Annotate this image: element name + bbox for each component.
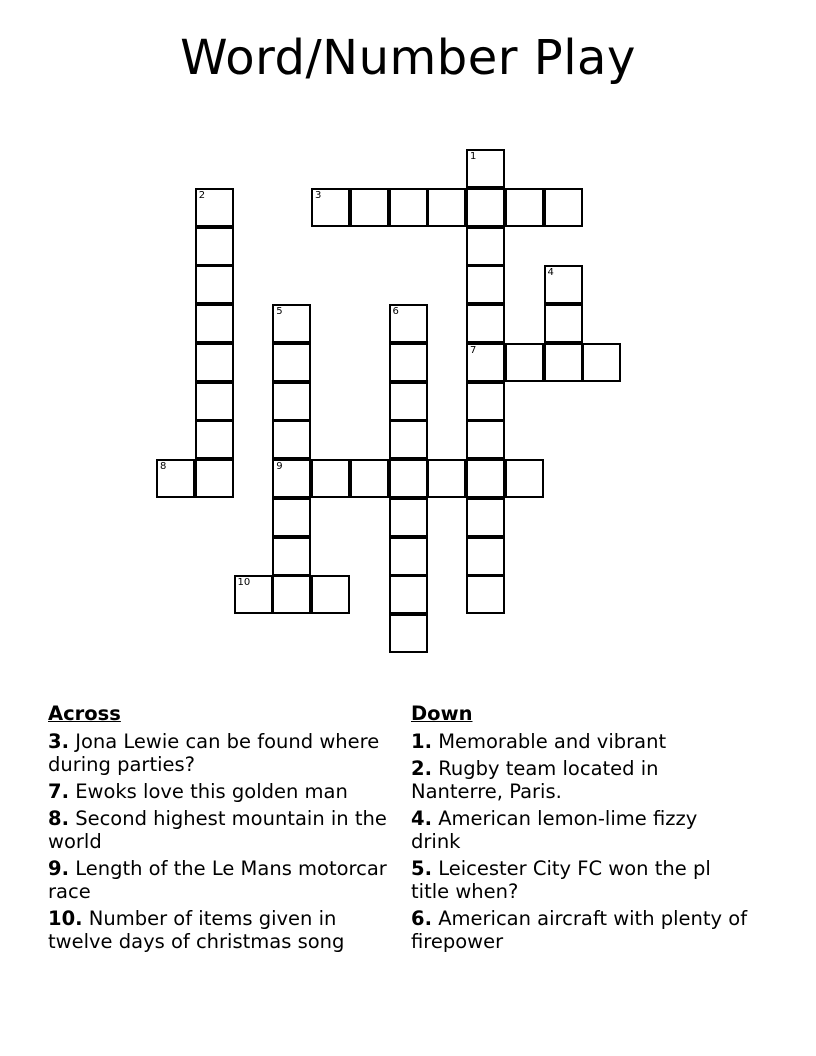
grid-cell[interactable] [544, 304, 583, 343]
grid-cell[interactable] [272, 459, 311, 498]
clue-text: Rugby team located in Nanterre, Paris. [411, 757, 659, 803]
grid-cell[interactable] [466, 149, 505, 188]
clue-text: Jona Lewie can be found where during parties? [48, 730, 380, 776]
grid-cell[interactable] [272, 382, 311, 421]
grid-cell[interactable] [505, 343, 544, 382]
grid-cell[interactable] [544, 343, 583, 382]
clue-across-7 [48, 780, 388, 803]
grid-cell[interactable] [389, 420, 428, 459]
grid-cell[interactable] [389, 614, 428, 653]
grid-cell[interactable] [466, 188, 505, 227]
clue-down-4 [411, 807, 751, 853]
cell-number: 9 [276, 461, 283, 472]
grid-cell[interactable] [195, 420, 234, 459]
cell-number: 4 [547, 267, 554, 279]
clue-number: 10. [48, 907, 83, 930]
grid-cell[interactable] [350, 459, 389, 498]
clue-text: Second highest mountain in the world [48, 807, 387, 853]
grid-cell[interactable] [272, 537, 311, 576]
grid-cell[interactable] [389, 188, 428, 227]
grid-cell[interactable] [311, 188, 350, 227]
clue-text: Length of the Le Mans motorcar race [48, 857, 387, 903]
clue-number: 6. [411, 907, 432, 930]
cell-number: 10 [237, 577, 251, 589]
grid-cell[interactable] [234, 575, 273, 614]
grid-cell[interactable] [195, 265, 234, 304]
clue-number: 3. [48, 730, 69, 753]
grid-cell[interactable] [311, 459, 350, 498]
grid-cell[interactable] [466, 265, 505, 304]
grid-cell[interactable] [272, 343, 311, 382]
grid-cell[interactable] [466, 227, 505, 266]
clue-text: American lemon-lime fizzy drink [411, 807, 698, 853]
grid-cell[interactable] [427, 459, 466, 498]
grid-cell[interactable] [466, 537, 505, 576]
grid-cell[interactable] [544, 265, 583, 304]
clue-number: 2. [411, 757, 432, 780]
down-heading: Down [411, 702, 473, 725]
grid-cell[interactable] [311, 575, 350, 614]
grid-cell[interactable] [466, 343, 505, 382]
clue-number: 4. [411, 807, 432, 830]
grid-cell[interactable] [544, 188, 583, 227]
grid-cell[interactable] [389, 343, 428, 382]
grid-cell[interactable] [466, 382, 505, 421]
grid-cell[interactable] [272, 304, 311, 343]
grid-cell[interactable] [466, 498, 505, 537]
grid-cell[interactable] [466, 575, 505, 614]
clue-number: 5. [411, 857, 432, 880]
cell-number: 5 [276, 306, 283, 317]
grid-cell[interactable] [582, 343, 621, 382]
clue-number: 8. [48, 807, 69, 830]
cell-number: 6 [392, 306, 399, 317]
clue-across-10 [48, 907, 388, 953]
grid-cell[interactable] [389, 382, 428, 421]
grid-cell[interactable] [156, 459, 195, 498]
clue-text: American aircraft with plenty of firepower [411, 907, 748, 953]
grid-cell[interactable] [195, 304, 234, 343]
grid-cell[interactable] [389, 575, 428, 614]
grid-cell[interactable] [272, 420, 311, 459]
clue-text: Ewoks love this golden man [75, 780, 348, 803]
cell-number: 8 [160, 461, 167, 472]
grid-cell[interactable] [389, 537, 428, 576]
across-clues [48, 702, 388, 957]
clue-down-5 [411, 857, 751, 903]
page-title: Word/Number Play [180, 30, 636, 86]
grid-cell[interactable] [195, 343, 234, 382]
clue-text: Memorable and vibrant [438, 730, 667, 753]
clue-text: Leicester City FC won the pl title when? [411, 857, 711, 903]
clue-down-1 [411, 730, 751, 753]
cell-number: 2 [198, 189, 206, 201]
clue-down-2 [411, 757, 751, 803]
clue-across-3 [48, 730, 388, 776]
grid-cell[interactable] [195, 188, 234, 227]
across-heading: Across [48, 702, 121, 725]
grid-cell[interactable] [195, 227, 234, 266]
grid-cell[interactable] [389, 459, 428, 498]
grid-cell[interactable] [195, 382, 234, 421]
clue-number: 7. [48, 780, 69, 803]
clue-across-9 [48, 857, 388, 903]
clue-text: Number of items given in twelve days of christmas song [48, 907, 345, 953]
grid-cell[interactable] [389, 304, 428, 343]
grid-cell[interactable] [466, 304, 505, 343]
grid-cell[interactable] [272, 575, 311, 614]
down-clues [411, 702, 751, 957]
cell-number: 1 [470, 151, 477, 162]
grid-cell[interactable] [427, 188, 466, 227]
cell-number: 7 [470, 344, 477, 356]
clue-number: 9. [48, 857, 69, 880]
grid-cell[interactable] [195, 459, 234, 498]
grid-cell[interactable] [389, 498, 428, 537]
grid-cell[interactable] [350, 188, 389, 227]
grid-cell[interactable] [505, 188, 544, 227]
grid-cell[interactable] [466, 459, 505, 498]
grid-cell[interactable] [272, 498, 311, 537]
grid-cell[interactable] [466, 420, 505, 459]
clue-across-8 [48, 807, 388, 853]
clue-down-6 [411, 907, 751, 953]
cell-number: 3 [315, 189, 322, 201]
clue-number: 1. [411, 730, 432, 753]
grid-cell[interactable] [505, 459, 544, 498]
